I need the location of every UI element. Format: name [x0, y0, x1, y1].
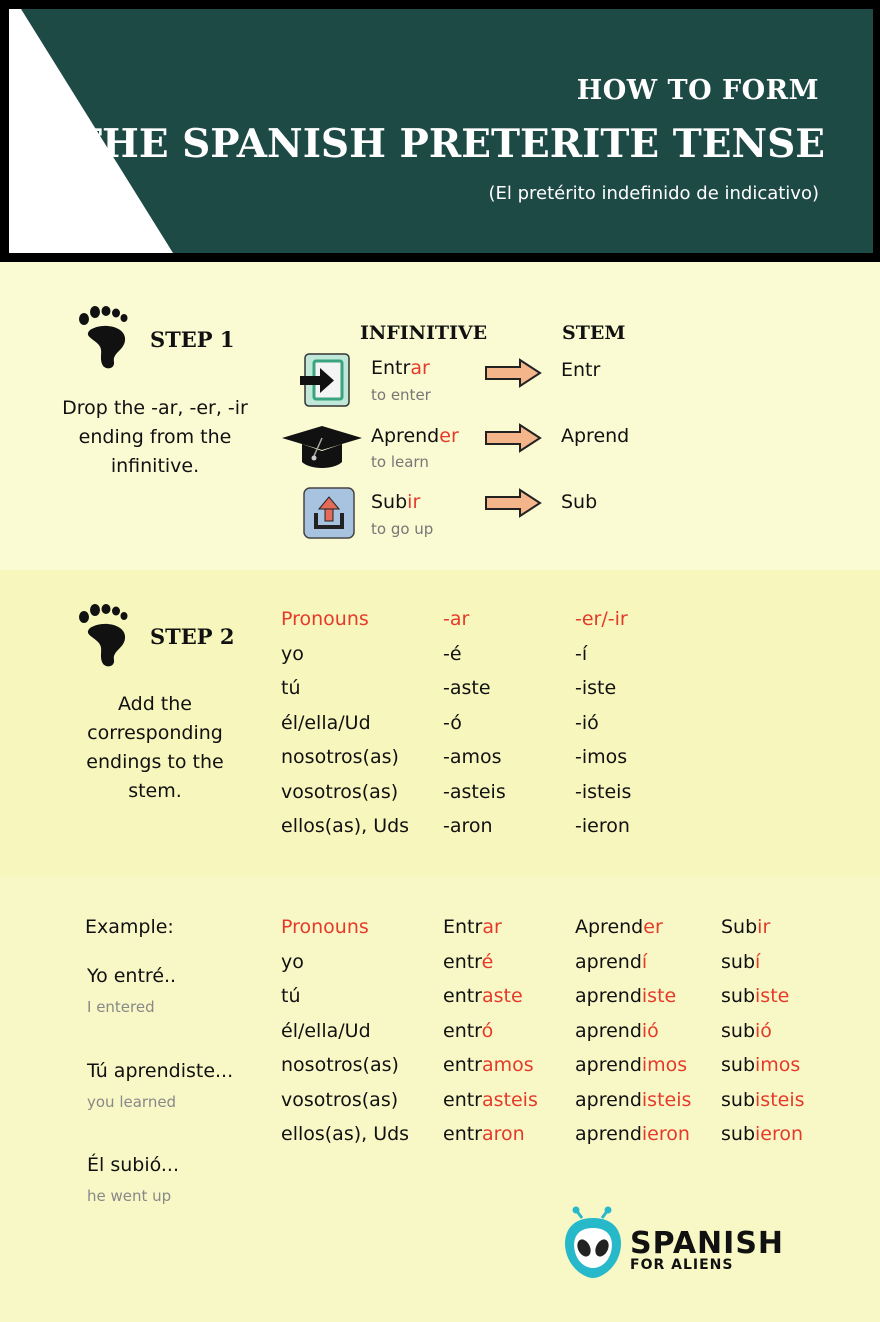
erir-ending: -iste	[575, 677, 617, 699]
example-sentence: Yo entré..	[87, 965, 177, 987]
stem-aprend: Aprend	[561, 425, 630, 447]
arrow-right-icon	[484, 488, 542, 518]
aprender-header: Aprender	[575, 916, 663, 938]
conjugation: aprendimos	[575, 1054, 688, 1076]
pronoun: tú	[281, 677, 301, 699]
pronouns-header: Pronouns	[281, 916, 369, 938]
conjugation: subí	[721, 950, 761, 973]
pronoun: yo	[281, 950, 304, 973]
erir-ending: -isteis	[575, 780, 632, 803]
pronoun-column	[281, 602, 409, 844]
entrar-header: Entrar	[443, 916, 502, 938]
header-kicker: HOW TO FORM	[576, 75, 819, 106]
conjugation: entramos	[443, 1054, 534, 1076]
logo-wordmark: SPANISH	[630, 1226, 785, 1261]
conjugation: entraron	[443, 1123, 525, 1145]
footprint-icon	[76, 604, 132, 668]
example-label: Example:	[85, 916, 174, 938]
stem-column-header: STEM	[562, 322, 626, 344]
pronoun: ellos(as), Uds	[281, 815, 410, 837]
ar-ending: -asteis	[443, 780, 506, 803]
pronoun: yo	[281, 642, 304, 665]
enter-door-icon	[300, 352, 356, 408]
aprender-column	[575, 910, 691, 1152]
ar-ending: -aron	[443, 815, 493, 837]
subir-column	[721, 910, 805, 1152]
footprint-icon	[76, 306, 132, 370]
infinitive-aprender: Aprender	[371, 425, 459, 447]
stem-entr: Entr	[561, 359, 601, 381]
pronoun: ellos(as), Uds	[281, 1123, 410, 1145]
page-title: THE SPANISH PRETERITE TENSE	[72, 121, 825, 167]
infinitive-column-header: INFINITIVE	[360, 322, 488, 344]
gloss-entrar: to enter	[371, 386, 431, 404]
conjugation: aprendí	[575, 950, 648, 973]
conjugation: aprendieron	[575, 1123, 690, 1145]
example-sentence: Tú aprendiste...	[87, 1060, 234, 1082]
ar-ending: -amos	[443, 746, 502, 768]
conjugation: entró	[443, 1019, 494, 1042]
step2-description: Add the corresponding endings to the stem.	[86, 693, 224, 802]
example-gloss: I entered	[87, 998, 155, 1016]
erir-endings-column	[575, 602, 631, 844]
pronoun: tú	[281, 985, 301, 1007]
subir-header: Subir	[721, 916, 771, 938]
conjugation: entré	[443, 950, 494, 973]
conjugation: subimos	[721, 1054, 801, 1076]
erir-header: -er/-ir	[575, 608, 628, 630]
ar-ending: -ó	[443, 711, 462, 734]
step1-section	[0, 262, 880, 570]
step1-label: STEP 1	[150, 327, 235, 352]
conjugation: aprendió	[575, 1019, 659, 1042]
stem-sub: Sub	[561, 491, 598, 513]
erir-ending: -ió	[575, 711, 599, 734]
arrow-right-icon	[484, 358, 542, 388]
conjugation: entrasteis	[443, 1088, 538, 1111]
conjugation: aprendiste	[575, 985, 677, 1007]
pronoun: vosotros(as)	[281, 1088, 399, 1111]
conjugation: aprendisteis	[575, 1088, 692, 1111]
header-banner	[0, 0, 880, 262]
ar-ending: -é	[443, 642, 462, 665]
conjugation: subisteis	[721, 1088, 805, 1111]
example-sentence: Él subió...	[87, 1154, 180, 1176]
pronoun: él/ella/Ud	[281, 1019, 371, 1042]
ar-header: -ar	[443, 608, 470, 630]
upload-icon	[301, 485, 357, 541]
example-pronoun-column	[281, 910, 409, 1152]
pronoun: vosotros(as)	[281, 780, 399, 803]
pronoun: él/ella/Ud	[281, 711, 371, 734]
example-section	[0, 876, 880, 1322]
conjugation: subió	[721, 1019, 772, 1042]
graduation-cap-icon	[280, 420, 364, 476]
infinitive-subir: Subir	[371, 491, 421, 513]
step2-section	[0, 570, 880, 876]
conjugation: subieron	[721, 1123, 804, 1145]
example-gloss: you learned	[87, 1093, 177, 1111]
erir-ending: -imos	[575, 746, 628, 768]
ar-endings-column	[443, 602, 506, 844]
pronoun: nosotros(as)	[281, 1054, 399, 1076]
step2-label: STEP 2	[150, 624, 235, 649]
entrar-column	[443, 910, 538, 1152]
header-panel	[9, 9, 873, 253]
arrow-right-icon	[484, 423, 542, 453]
alien-logo-icon	[560, 1206, 626, 1282]
erir-ending: -ieron	[575, 815, 630, 837]
conjugation: subiste	[721, 985, 790, 1007]
gloss-subir: to go up	[371, 520, 434, 538]
example-gloss: he went up	[87, 1187, 172, 1205]
pronouns-header: Pronouns	[281, 608, 369, 630]
ar-ending: -aste	[443, 677, 491, 699]
pronoun: nosotros(as)	[281, 746, 399, 768]
conjugation: entraste	[443, 985, 523, 1007]
step1-description: Drop the -ar, -er, -ir ending from the infinitive.	[62, 397, 248, 477]
page-subtitle: (El pretérito indefinido de indicativo)	[488, 183, 819, 204]
gloss-aprender: to learn	[371, 453, 429, 471]
logo-tagline: FOR ALIENS	[630, 1257, 734, 1273]
infinitive-entrar: Entrar	[371, 357, 430, 379]
erir-ending: -í	[575, 642, 588, 665]
